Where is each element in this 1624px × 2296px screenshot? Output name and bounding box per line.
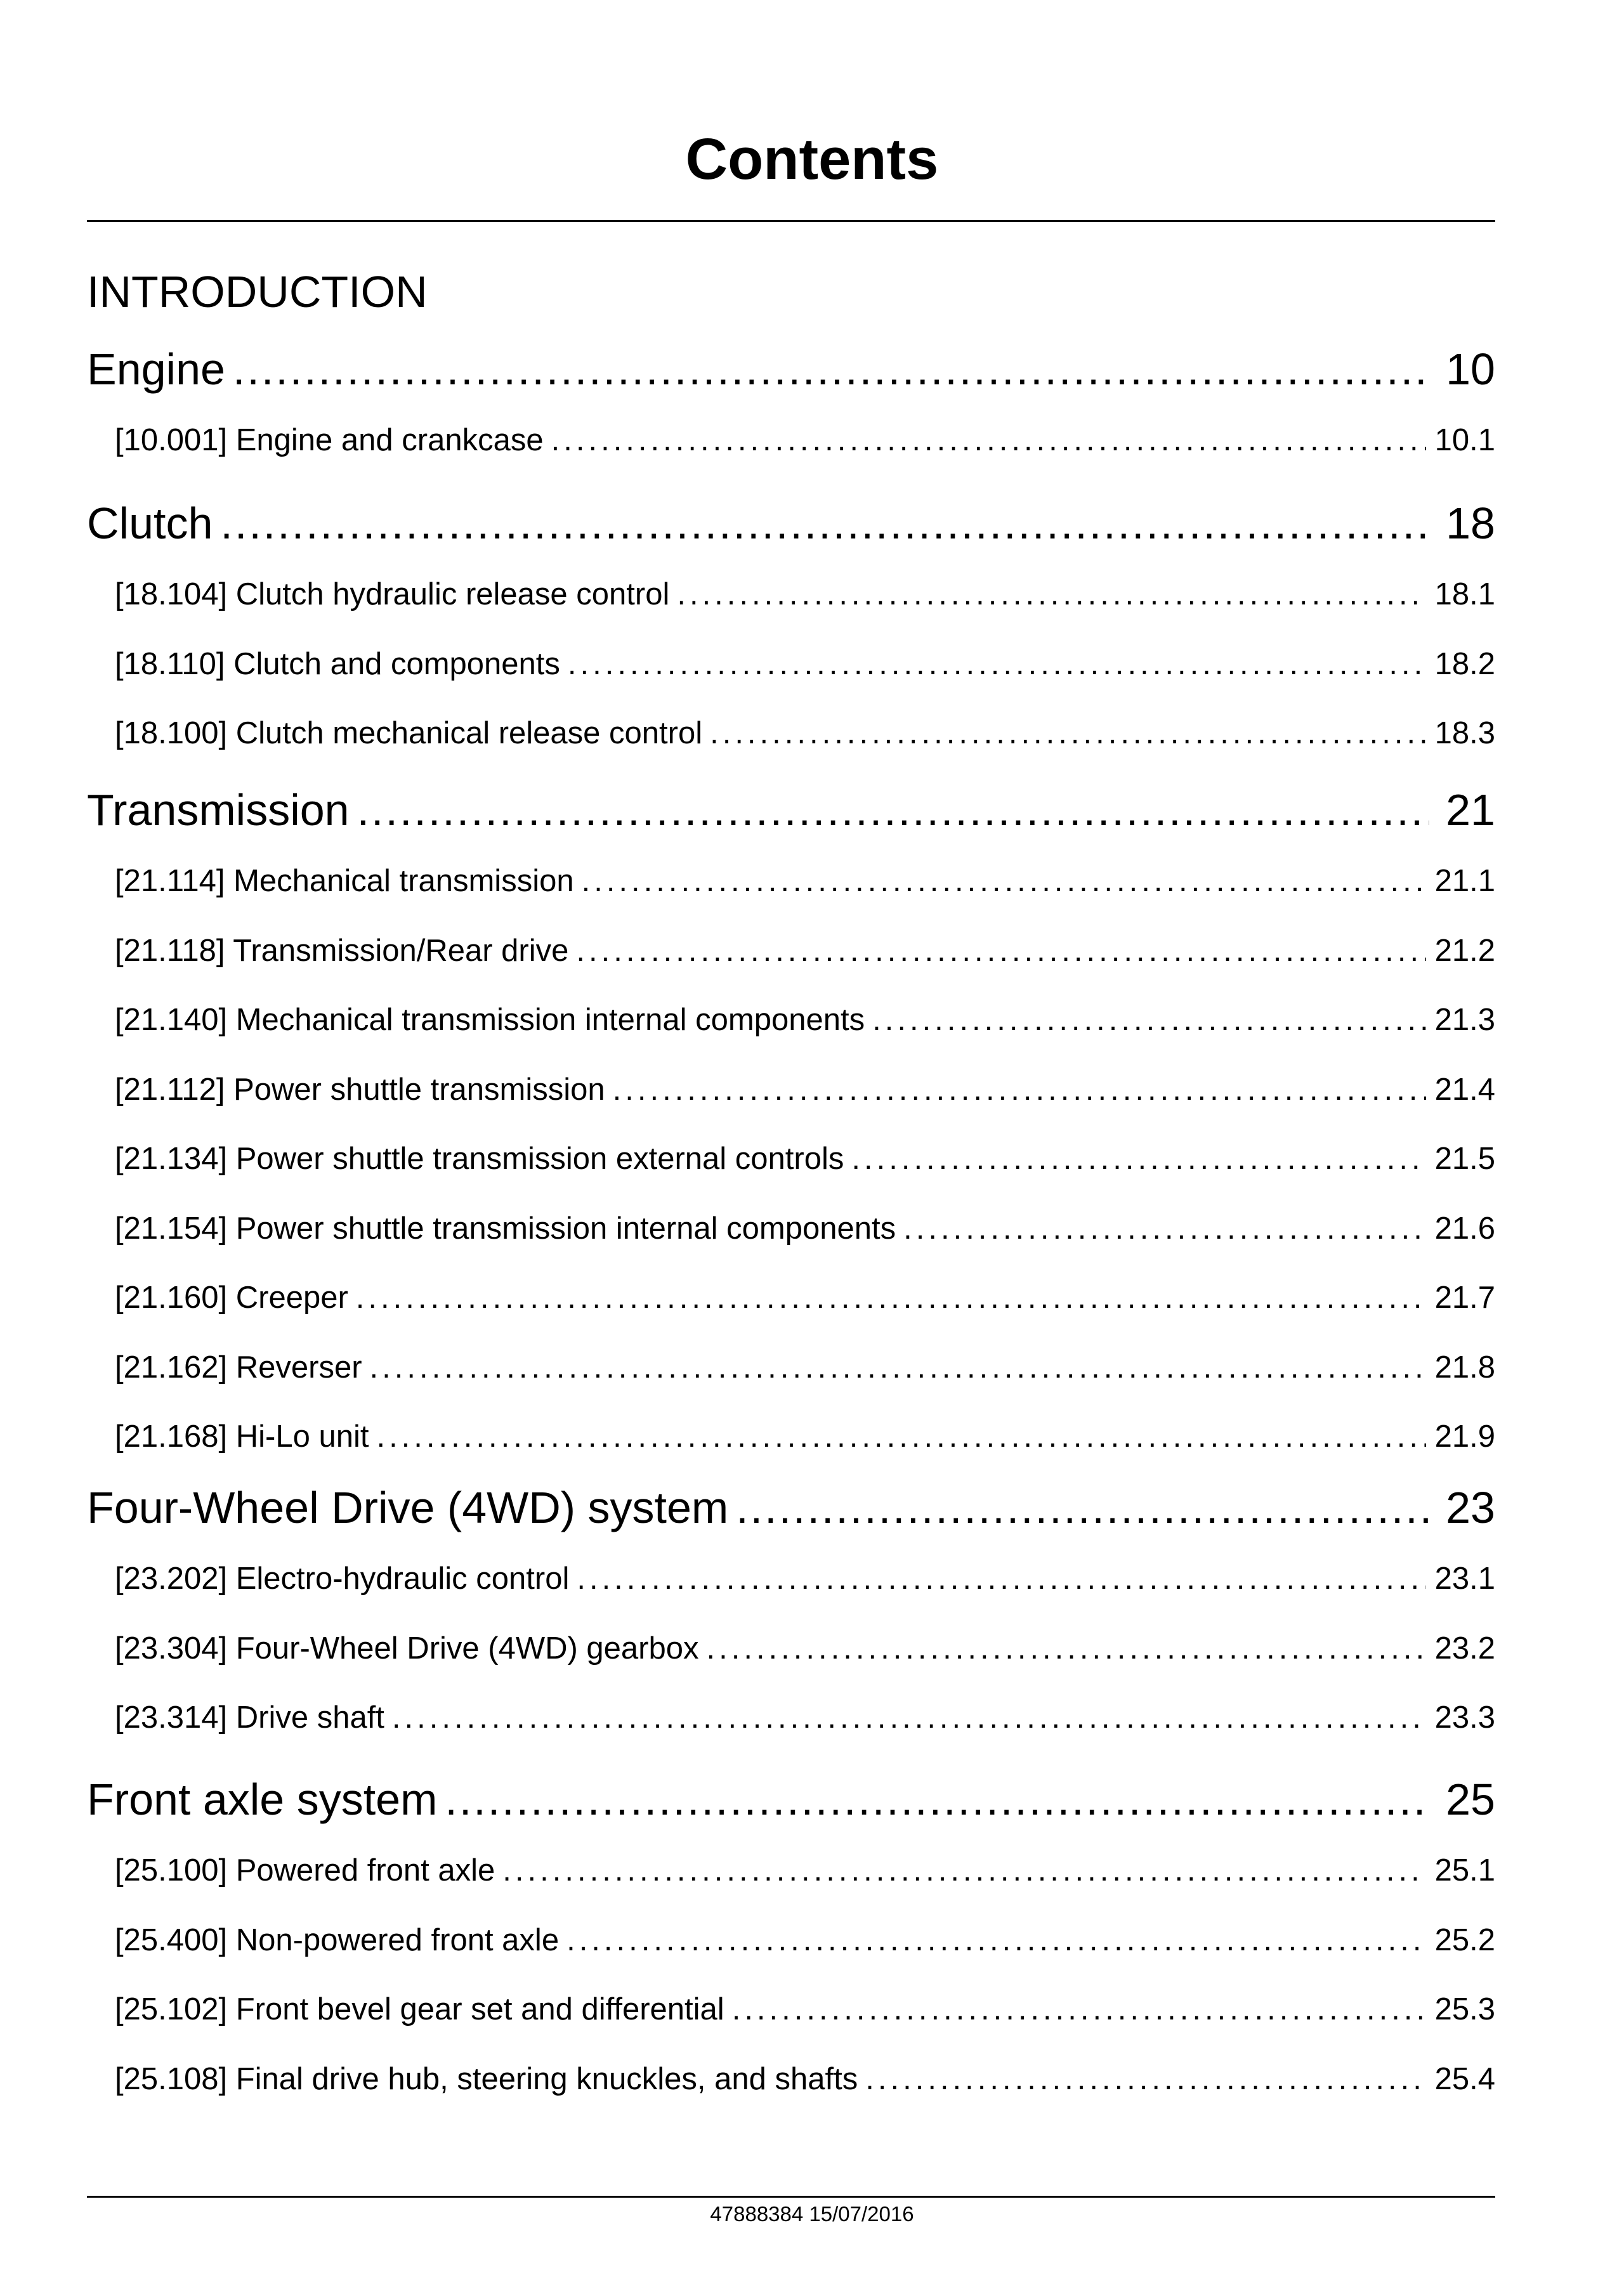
toc-section-entry[interactable]	[115, 1560, 1495, 1598]
toc-section-page: 25.1	[1434, 1853, 1495, 1888]
toc-section-page: 21.4	[1434, 1072, 1495, 1107]
toc-section-label	[115, 1991, 724, 2028]
toc-section-title: Drive shaft	[235, 1700, 384, 1735]
toc-section-entry[interactable]	[115, 646, 1495, 683]
toc-section-title: Electro-hydraulic control	[235, 1562, 570, 1596]
toc-section-entry[interactable]	[115, 1699, 1495, 1737]
toc-section-label	[115, 1279, 348, 1317]
toc-section-code: [23.314]	[115, 1700, 228, 1735]
toc-section-code: [21.154]	[115, 1211, 228, 1246]
toc-section-code: [21.162]	[115, 1350, 228, 1385]
toc-section-code: [18.110]	[115, 646, 225, 681]
toc-section-title: Creeper	[235, 1281, 348, 1315]
toc-section-label	[115, 932, 568, 970]
toc-dot-leader	[392, 1699, 1426, 1737]
toc-chapter-entry[interactable]	[87, 342, 1495, 396]
toc-section-label	[115, 1071, 605, 1109]
toc-section-entry[interactable]	[115, 863, 1495, 900]
footer-text: 47888384 15/07/2016	[710, 2202, 914, 2226]
toc-section-entry[interactable]	[115, 1349, 1495, 1386]
toc-section-code: [25.102]	[115, 1992, 228, 2026]
toc-section-code: [21.168]	[115, 1419, 228, 1454]
toc-dot-leader	[710, 715, 1426, 752]
toc-section-title: Engine and crankcase	[235, 423, 544, 457]
toc-section-code: [18.104]	[115, 577, 228, 611]
toc-section-entry[interactable]	[115, 1001, 1495, 1039]
toc-section-code: [25.108]	[115, 2061, 228, 2096]
toc-section-page: 10.1	[1434, 423, 1495, 457]
toc-section-page: 21.7	[1434, 1281, 1495, 1315]
toc-section-title: Hi-Lo unit	[235, 1419, 369, 1454]
toc-dot-leader	[865, 2061, 1425, 2098]
toc-dot-leader	[577, 1560, 1425, 1598]
toc-section-title: Front bevel gear set and differential	[235, 1992, 724, 2026]
toc-section-title: Mechanical transmission	[233, 864, 574, 898]
toc-section-label	[115, 1699, 384, 1737]
toc-section-page: 21.3	[1434, 1003, 1495, 1037]
toc-section-entry[interactable]	[115, 1140, 1495, 1178]
toc-section-code: [21.140]	[115, 1003, 228, 1037]
toc-chapter-title: Clutch	[87, 499, 213, 548]
toc-section-page: 18.1	[1434, 577, 1495, 611]
toc-section-entry[interactable]	[115, 422, 1495, 459]
toc-section-entry[interactable]	[115, 715, 1495, 752]
toc-section-label	[115, 1140, 844, 1178]
toc-section-page: 18.3	[1434, 716, 1495, 750]
toc-dot-leader	[356, 1279, 1426, 1317]
toc-section-label	[115, 646, 560, 683]
toc-chapter-entry[interactable]	[87, 1481, 1495, 1534]
toc-section-entry[interactable]	[115, 1852, 1495, 1889]
toc-dot-leader	[568, 646, 1426, 683]
intro-heading: INTRODUCTION	[87, 267, 428, 316]
toc-section-title: Transmission/Rear drive	[233, 933, 569, 968]
toc-section-entry[interactable]	[115, 1922, 1495, 1959]
toc-section-title: Power shuttle transmission external controls	[235, 1142, 844, 1176]
toc-dot-leader	[566, 1922, 1426, 1959]
toc-section-code: [21.112]	[115, 1072, 225, 1107]
toc-dot-leader	[851, 1140, 1425, 1178]
toc-section-entry[interactable]	[115, 1210, 1495, 1248]
toc-section-entry[interactable]	[115, 932, 1495, 970]
toc-section-page: 25.3	[1434, 1992, 1495, 2026]
toc-section-label	[115, 422, 544, 459]
toc-section-label	[115, 1630, 698, 1667]
toc-section-code: [21.114]	[115, 864, 225, 898]
toc-section-code: [23.202]	[115, 1562, 228, 1596]
toc-chapter-page: 10	[1446, 344, 1495, 394]
toc-dot-leader	[872, 1001, 1426, 1039]
toc-section-code: [18.100]	[115, 716, 228, 750]
toc-section-page: 21.1	[1434, 864, 1495, 898]
toc-dot-leader	[582, 863, 1426, 900]
toc-section-title: Power shuttle transmission internal components	[235, 1211, 896, 1246]
toc-section-title: Four-Wheel Drive (4WD) gearbox	[235, 1631, 699, 1666]
toc-dot-leader	[677, 576, 1425, 613]
toc-section-title: Clutch hydraulic release control	[235, 577, 670, 611]
toc-section-title: Clutch mechanical release control	[235, 716, 703, 750]
toc-dot-leader	[357, 783, 1430, 837]
toc-section-page: 23.3	[1434, 1700, 1495, 1735]
toc-chapter-title: Engine	[87, 344, 225, 394]
toc-chapter-entry[interactable]	[87, 497, 1495, 550]
toc-section-label	[115, 1210, 896, 1248]
toc-section-label	[115, 1418, 369, 1456]
toc-section-page: 21.5	[1434, 1142, 1495, 1176]
toc-section-title: Mechanical transmission internal components	[235, 1003, 865, 1037]
toc-chapter-page: 25	[1446, 1775, 1495, 1824]
toc-section-title: Non-powered front axle	[235, 1922, 560, 1957]
toc-section-page: 23.1	[1434, 1562, 1495, 1596]
toc-section-label	[115, 1001, 865, 1039]
toc-section-page: 18.2	[1434, 646, 1495, 681]
toc-section-label	[115, 1852, 495, 1889]
toc-dot-leader	[445, 1773, 1429, 1826]
toc-section-title: Final drive hub, steering knuckles, and shafts	[235, 2061, 858, 2096]
toc-dot-leader	[502, 1852, 1425, 1889]
toc-section-title: Powered front axle	[235, 1853, 495, 1888]
toc-section-page: 25.4	[1434, 2061, 1495, 2096]
toc-section-entry[interactable]	[115, 576, 1495, 613]
toc-chapter-page: 21	[1446, 785, 1495, 835]
toc-section-page: 21.6	[1434, 1211, 1495, 1246]
toc-section-page: 21.8	[1434, 1350, 1495, 1385]
toc-section-code: [23.304]	[115, 1631, 228, 1666]
toc-section-label	[115, 1560, 569, 1598]
toc-section-page: 21.9	[1434, 1419, 1495, 1454]
toc-chapter-title: Four-Wheel Drive (4WD) system	[87, 1483, 729, 1532]
toc-section-code: [25.100]	[115, 1853, 228, 1888]
toc-chapter-entry[interactable]	[87, 1773, 1495, 1826]
toc-dot-leader	[220, 497, 1429, 550]
page-title: Contents	[685, 127, 939, 192]
toc-section-entry[interactable]	[115, 1991, 1495, 2028]
toc-section-page: 23.2	[1434, 1631, 1495, 1666]
toc-section-page: 25.2	[1434, 1922, 1495, 1957]
toc-section-entry[interactable]	[115, 1630, 1495, 1667]
toc-section-label	[115, 1349, 362, 1386]
toc-chapter-page: 23	[1446, 1483, 1495, 1532]
toc-section-label	[115, 715, 702, 752]
toc-section-title: Clutch and components	[233, 646, 560, 681]
toc-dot-leader	[613, 1071, 1426, 1109]
toc-section-label	[115, 2061, 858, 2098]
toc-section-entry[interactable]	[115, 1071, 1495, 1109]
toc-section-title: Reverser	[235, 1350, 362, 1385]
toc-dot-leader	[903, 1210, 1426, 1248]
toc-dot-leader	[551, 422, 1426, 459]
footer-divider	[87, 2196, 1495, 2198]
toc-chapter-page: 18	[1446, 499, 1495, 548]
toc-dot-leader	[732, 1991, 1426, 2028]
toc-dot-leader	[736, 1481, 1429, 1534]
toc-section-code: [25.400]	[115, 1922, 228, 1957]
toc-dot-leader	[576, 932, 1425, 970]
toc-chapter-entry[interactable]	[87, 783, 1495, 837]
toc-section-code: [21.118]	[115, 933, 225, 968]
toc-section-entry[interactable]	[115, 1279, 1495, 1317]
toc-section-entry[interactable]	[115, 2061, 1495, 2098]
toc-section-label	[115, 576, 669, 613]
toc-dot-leader	[706, 1630, 1425, 1667]
toc-section-code: [10.001]	[115, 423, 228, 457]
toc-dot-leader	[376, 1418, 1425, 1456]
toc-section-code: [21.160]	[115, 1281, 228, 1315]
toc-section-label	[115, 1922, 559, 1959]
toc-section-title: Power shuttle transmission	[233, 1072, 605, 1107]
toc-section-label	[115, 863, 574, 900]
toc-section-code: [21.134]	[115, 1142, 228, 1176]
toc-chapter-title: Front axle system	[87, 1775, 438, 1824]
toc-section-page: 21.2	[1434, 933, 1495, 968]
title-divider	[87, 220, 1495, 222]
toc-chapter-title: Transmission	[87, 785, 350, 835]
toc-section-entry[interactable]	[115, 1418, 1495, 1456]
toc-dot-leader	[233, 342, 1429, 396]
toc-dot-leader	[370, 1349, 1426, 1386]
